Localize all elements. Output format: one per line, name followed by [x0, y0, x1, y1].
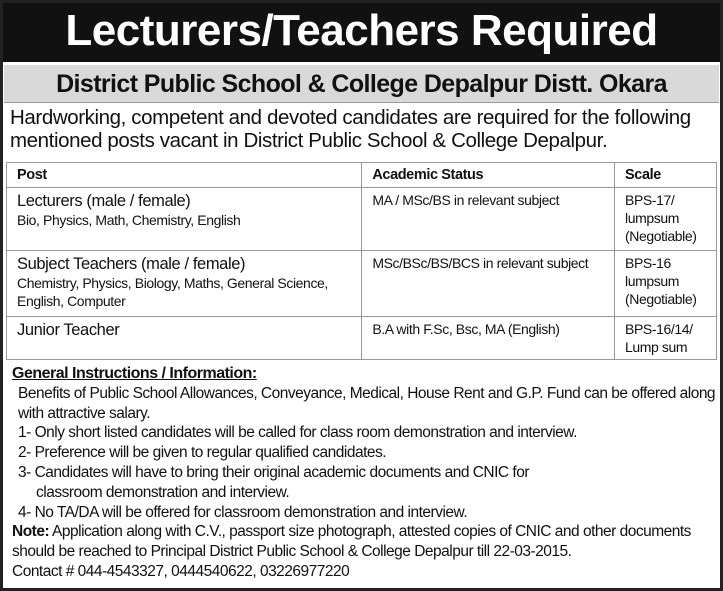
intro-text: Hardworking, competent and devoted candidates are required for the following mentioned posts vacant in District Public School & College Depalpur. — [10, 106, 691, 152]
contact-info: Contact # 044-4543327, 0444540622, 03226977220 — [12, 562, 350, 580]
post-subjects: Bio, Physics, Math, Chemistry, English — [17, 212, 241, 228]
instruction-item: 3- Candidates will have to bring their original academic documents and CNIC for — [18, 463, 530, 481]
note-label: Note: — [12, 523, 50, 541]
scale-line: BPS-16/14/ — [625, 321, 693, 337]
school-name: District Public School & College Depalpur Distt. Okara — [4, 65, 719, 103]
note-text: Application along with C.V., passport size photograph, attested copies of CNIC and other documents should be reached to Principal District Public School & College Depalpur till 22-03-2015. — [12, 523, 691, 561]
post-subjects: Chemistry, Physics, Biology, Maths, General Science, English, Computer — [17, 275, 328, 309]
instruction-item: 1- Only short listed candidates will be called for class room demonstration and interview. — [18, 424, 577, 442]
instruction-item: 4- No TA/DA will be offered for classroom demonstration and interview. — [18, 503, 468, 521]
header-post: Post — [7, 163, 362, 188]
academic-status: MSc/BSc/BS/BCS in relevant subject — [362, 251, 615, 317]
scale-line: lumpsum — [625, 273, 680, 289]
instruction-item-continued: classroom demonstration and interview. — [36, 483, 290, 501]
benefits-text: Benefits of Public School Allowances, Conveyance, Medical, House Rent and G.P. Fund can be offered along with attractive salary. — [18, 384, 716, 422]
scale-line: (Negotiable) — [625, 228, 697, 244]
scale-line: BPS-16 — [625, 255, 671, 271]
academic-status: B.A with F.Sc, Bsc, MA (English) — [362, 317, 615, 360]
instructions-heading: General Instructions / Information: — [12, 365, 257, 382]
scale-line: (Negotiable) — [625, 291, 697, 307]
page-title: Lecturers/Teachers Required — [0, 0, 723, 62]
header-academic-status: Academic Status — [362, 163, 615, 188]
instruction-item: 2- Preference will be given to regular qualified candidates. — [18, 444, 387, 462]
post-title: Junior Teacher — [17, 321, 120, 339]
scale-line: BPS-17/ — [625, 192, 675, 208]
post-title: Lecturers (male / female) — [17, 192, 191, 210]
post-title: Subject Teachers (male / female) — [17, 255, 246, 273]
scale-line: lumpsum — [625, 210, 680, 226]
header-scale: Scale — [615, 163, 717, 188]
scale-line: Lump sum — [625, 339, 688, 355]
academic-status: MA / MSc/BS in relevant subject — [362, 188, 615, 251]
